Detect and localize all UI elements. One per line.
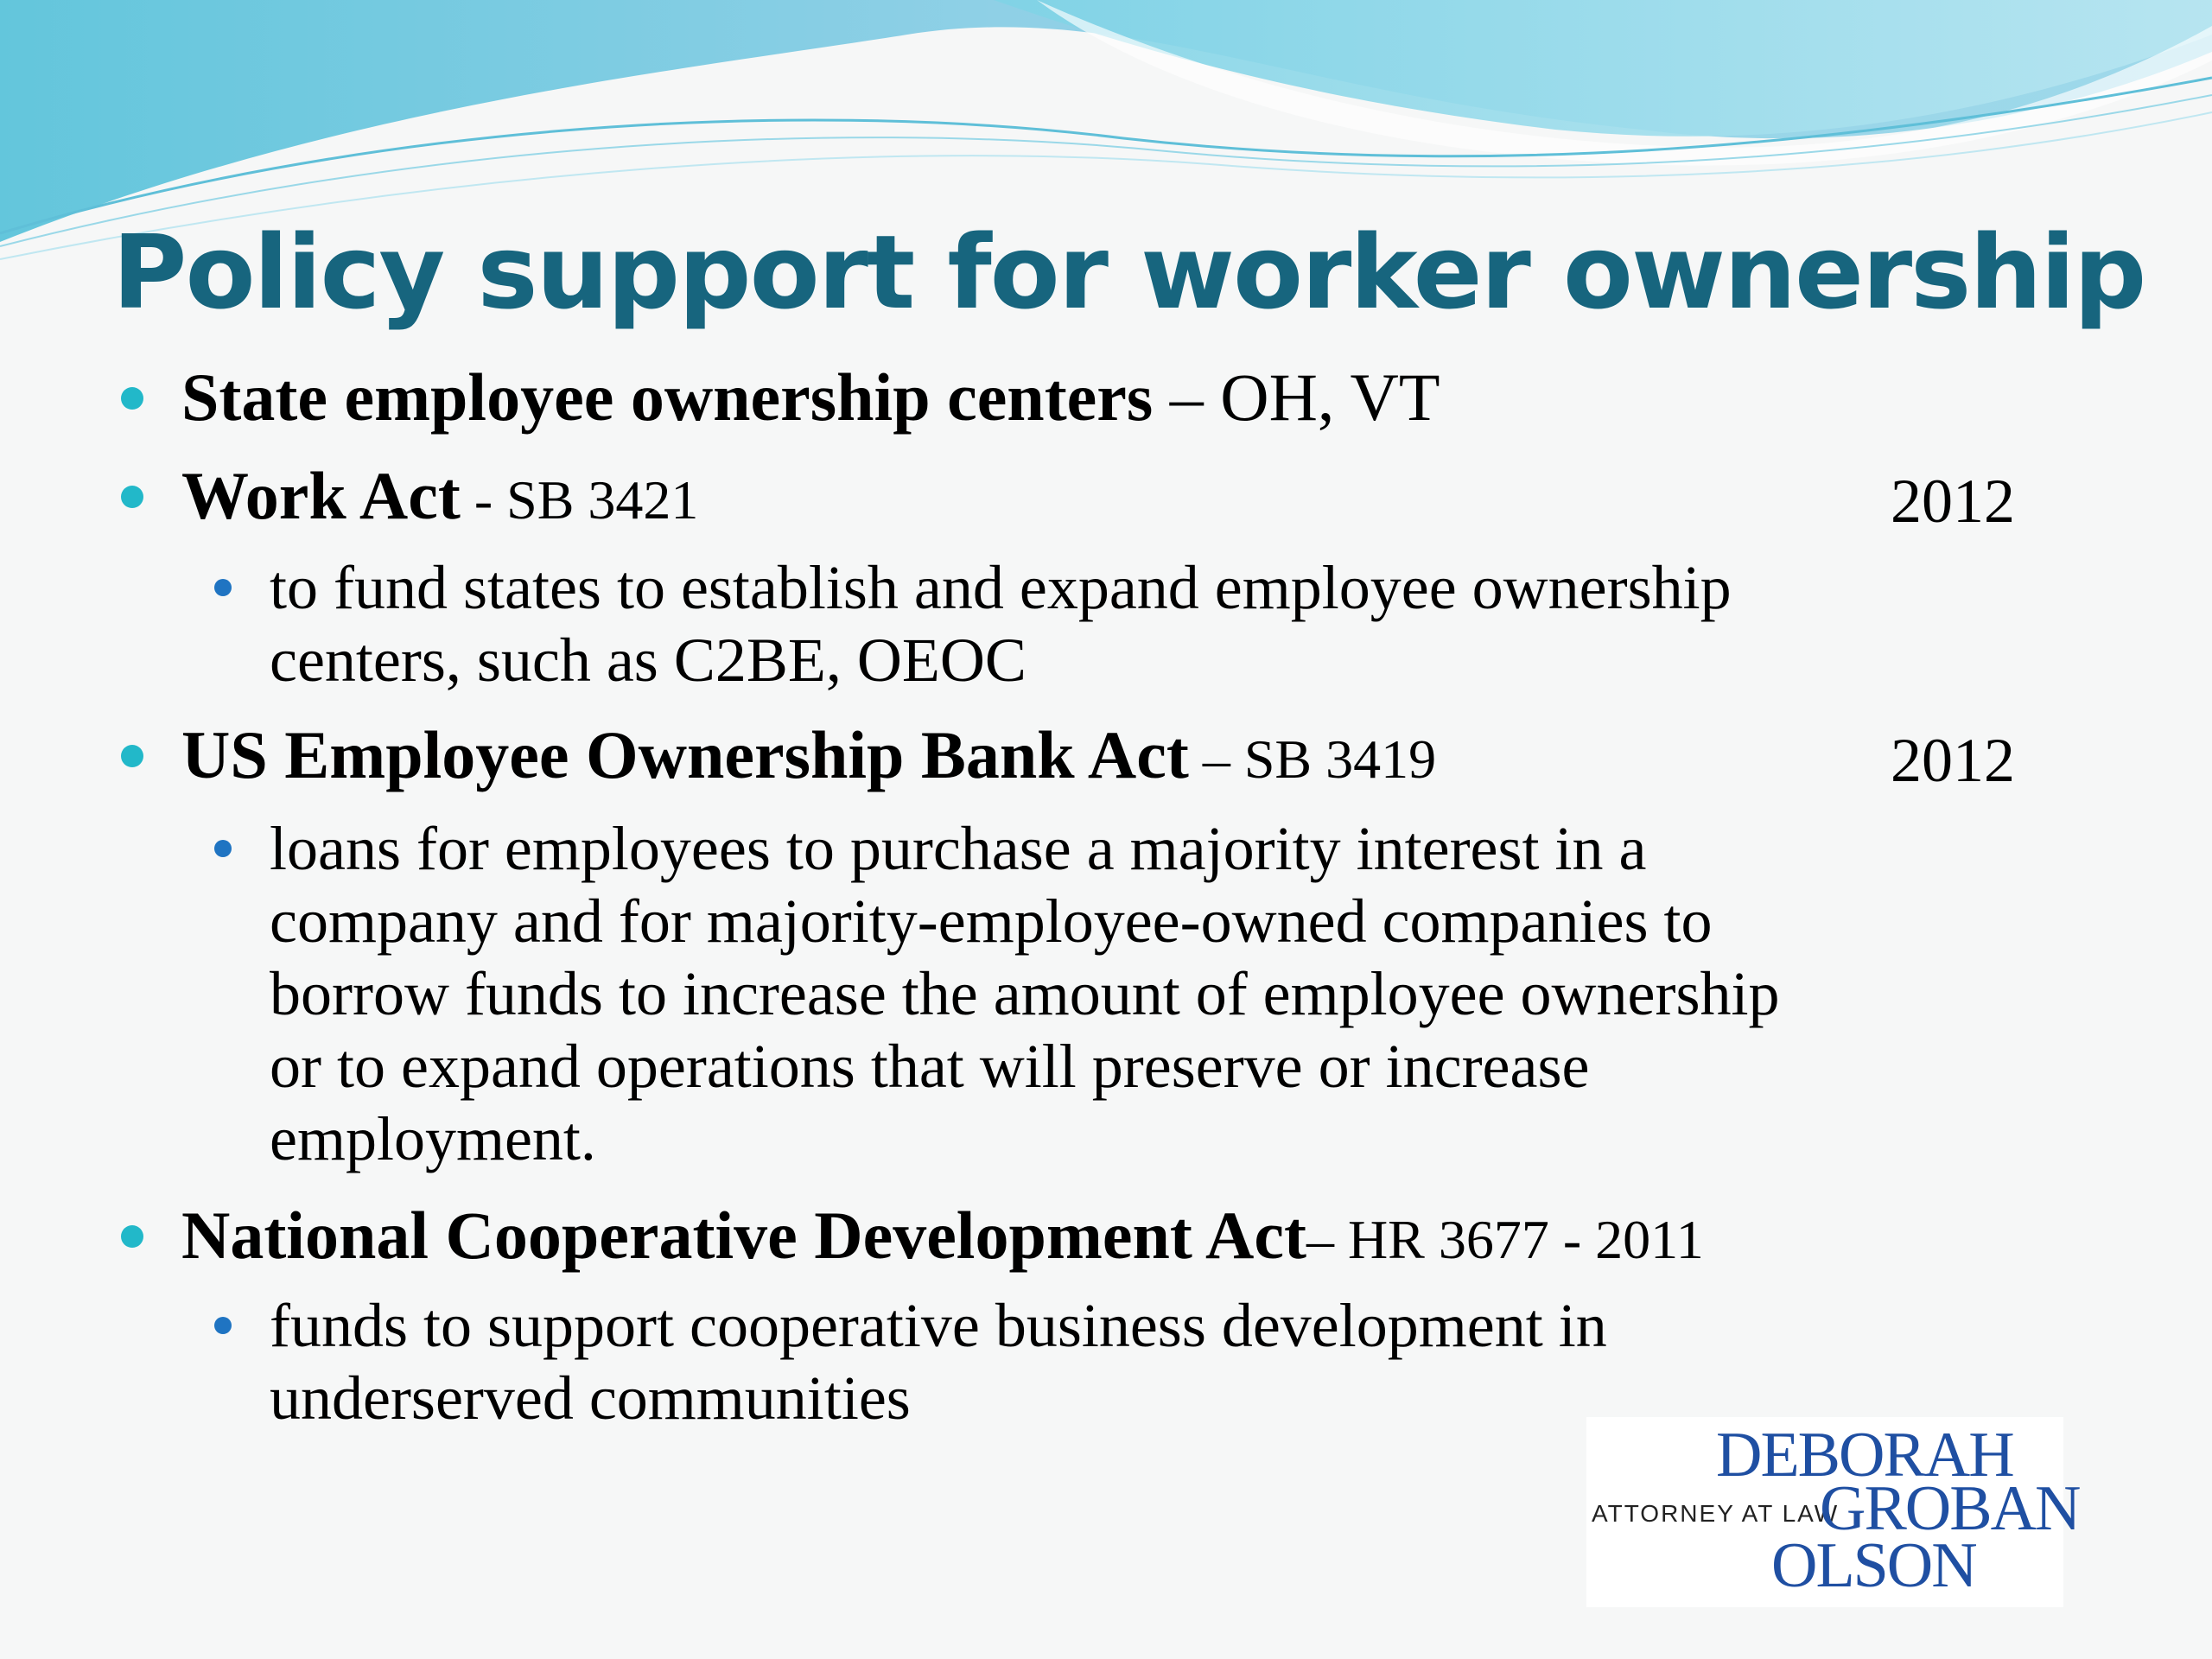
bullet-dot xyxy=(121,387,143,410)
sub-bullet-text-line: or to expand operations that will preserve or increase xyxy=(270,1032,1590,1101)
sub-bullet-text-line: loans for employees to purchase a majority interest in a xyxy=(270,814,1647,883)
sub-bullet-text-line: employment. xyxy=(270,1104,596,1173)
sub-bullet-text-line: to fund states to establish and expand employee ownership xyxy=(270,553,1732,622)
bullet-state-employee-ownership-centers xyxy=(181,361,1440,434)
bullet-detail: – SB 3419 xyxy=(1188,728,1437,790)
logo-line-groban: GROBAN xyxy=(1820,1473,2080,1544)
sub-bullet-text-line: centers, such as C2BE, OEOC xyxy=(270,626,1027,695)
law-firm-logo xyxy=(1586,1417,2080,1607)
bullet-heading: National Cooperative Development Act xyxy=(181,1198,1306,1273)
logo-line-deborah: DEBORAH xyxy=(1716,1420,2013,1491)
bullet-work-act xyxy=(181,460,698,537)
bullet-year: 2012 xyxy=(1891,467,2015,536)
sub-bullet-dot xyxy=(214,840,232,857)
sub-bullet-text-line: funds to support cooperative business development in xyxy=(270,1291,1607,1360)
bullet-dot xyxy=(121,486,143,508)
bullet-dot xyxy=(121,745,143,767)
bullet-dot xyxy=(121,1225,143,1248)
sub-bullet-dot xyxy=(214,1317,232,1334)
bullet-us-employee-ownership-bank-act xyxy=(181,719,1436,796)
bullet-detail: – OH, VT xyxy=(1153,359,1440,435)
sub-bullet-text-line: borrow funds to increase the amount of employee ownership xyxy=(270,959,1780,1028)
sub-bullet-text-line: company and for majority-employee-owned companies to xyxy=(270,887,1713,956)
bullet-year: 2012 xyxy=(1891,726,2015,795)
bullet-heading: Work Act xyxy=(181,458,461,533)
bullet-heading: State employee ownership centers xyxy=(181,359,1154,435)
logo-line-olson: OLSON xyxy=(1771,1530,1976,1601)
slide-title: Policy support for worker ownership xyxy=(112,213,2145,332)
bullet-detail: – HR 3677 - 2011 xyxy=(1306,1209,1704,1270)
bullet-national-cooperative-development-act xyxy=(181,1199,1704,1276)
logo-tagline: ATTORNEY AT LAW xyxy=(1592,1500,1840,1527)
sub-bullet-text-line: underserved communities xyxy=(270,1363,911,1433)
bullet-detail: - SB 3421 xyxy=(460,469,699,531)
sub-bullet-dot xyxy=(214,579,232,596)
bullet-heading: US Employee Ownership Bank Act xyxy=(181,717,1189,792)
